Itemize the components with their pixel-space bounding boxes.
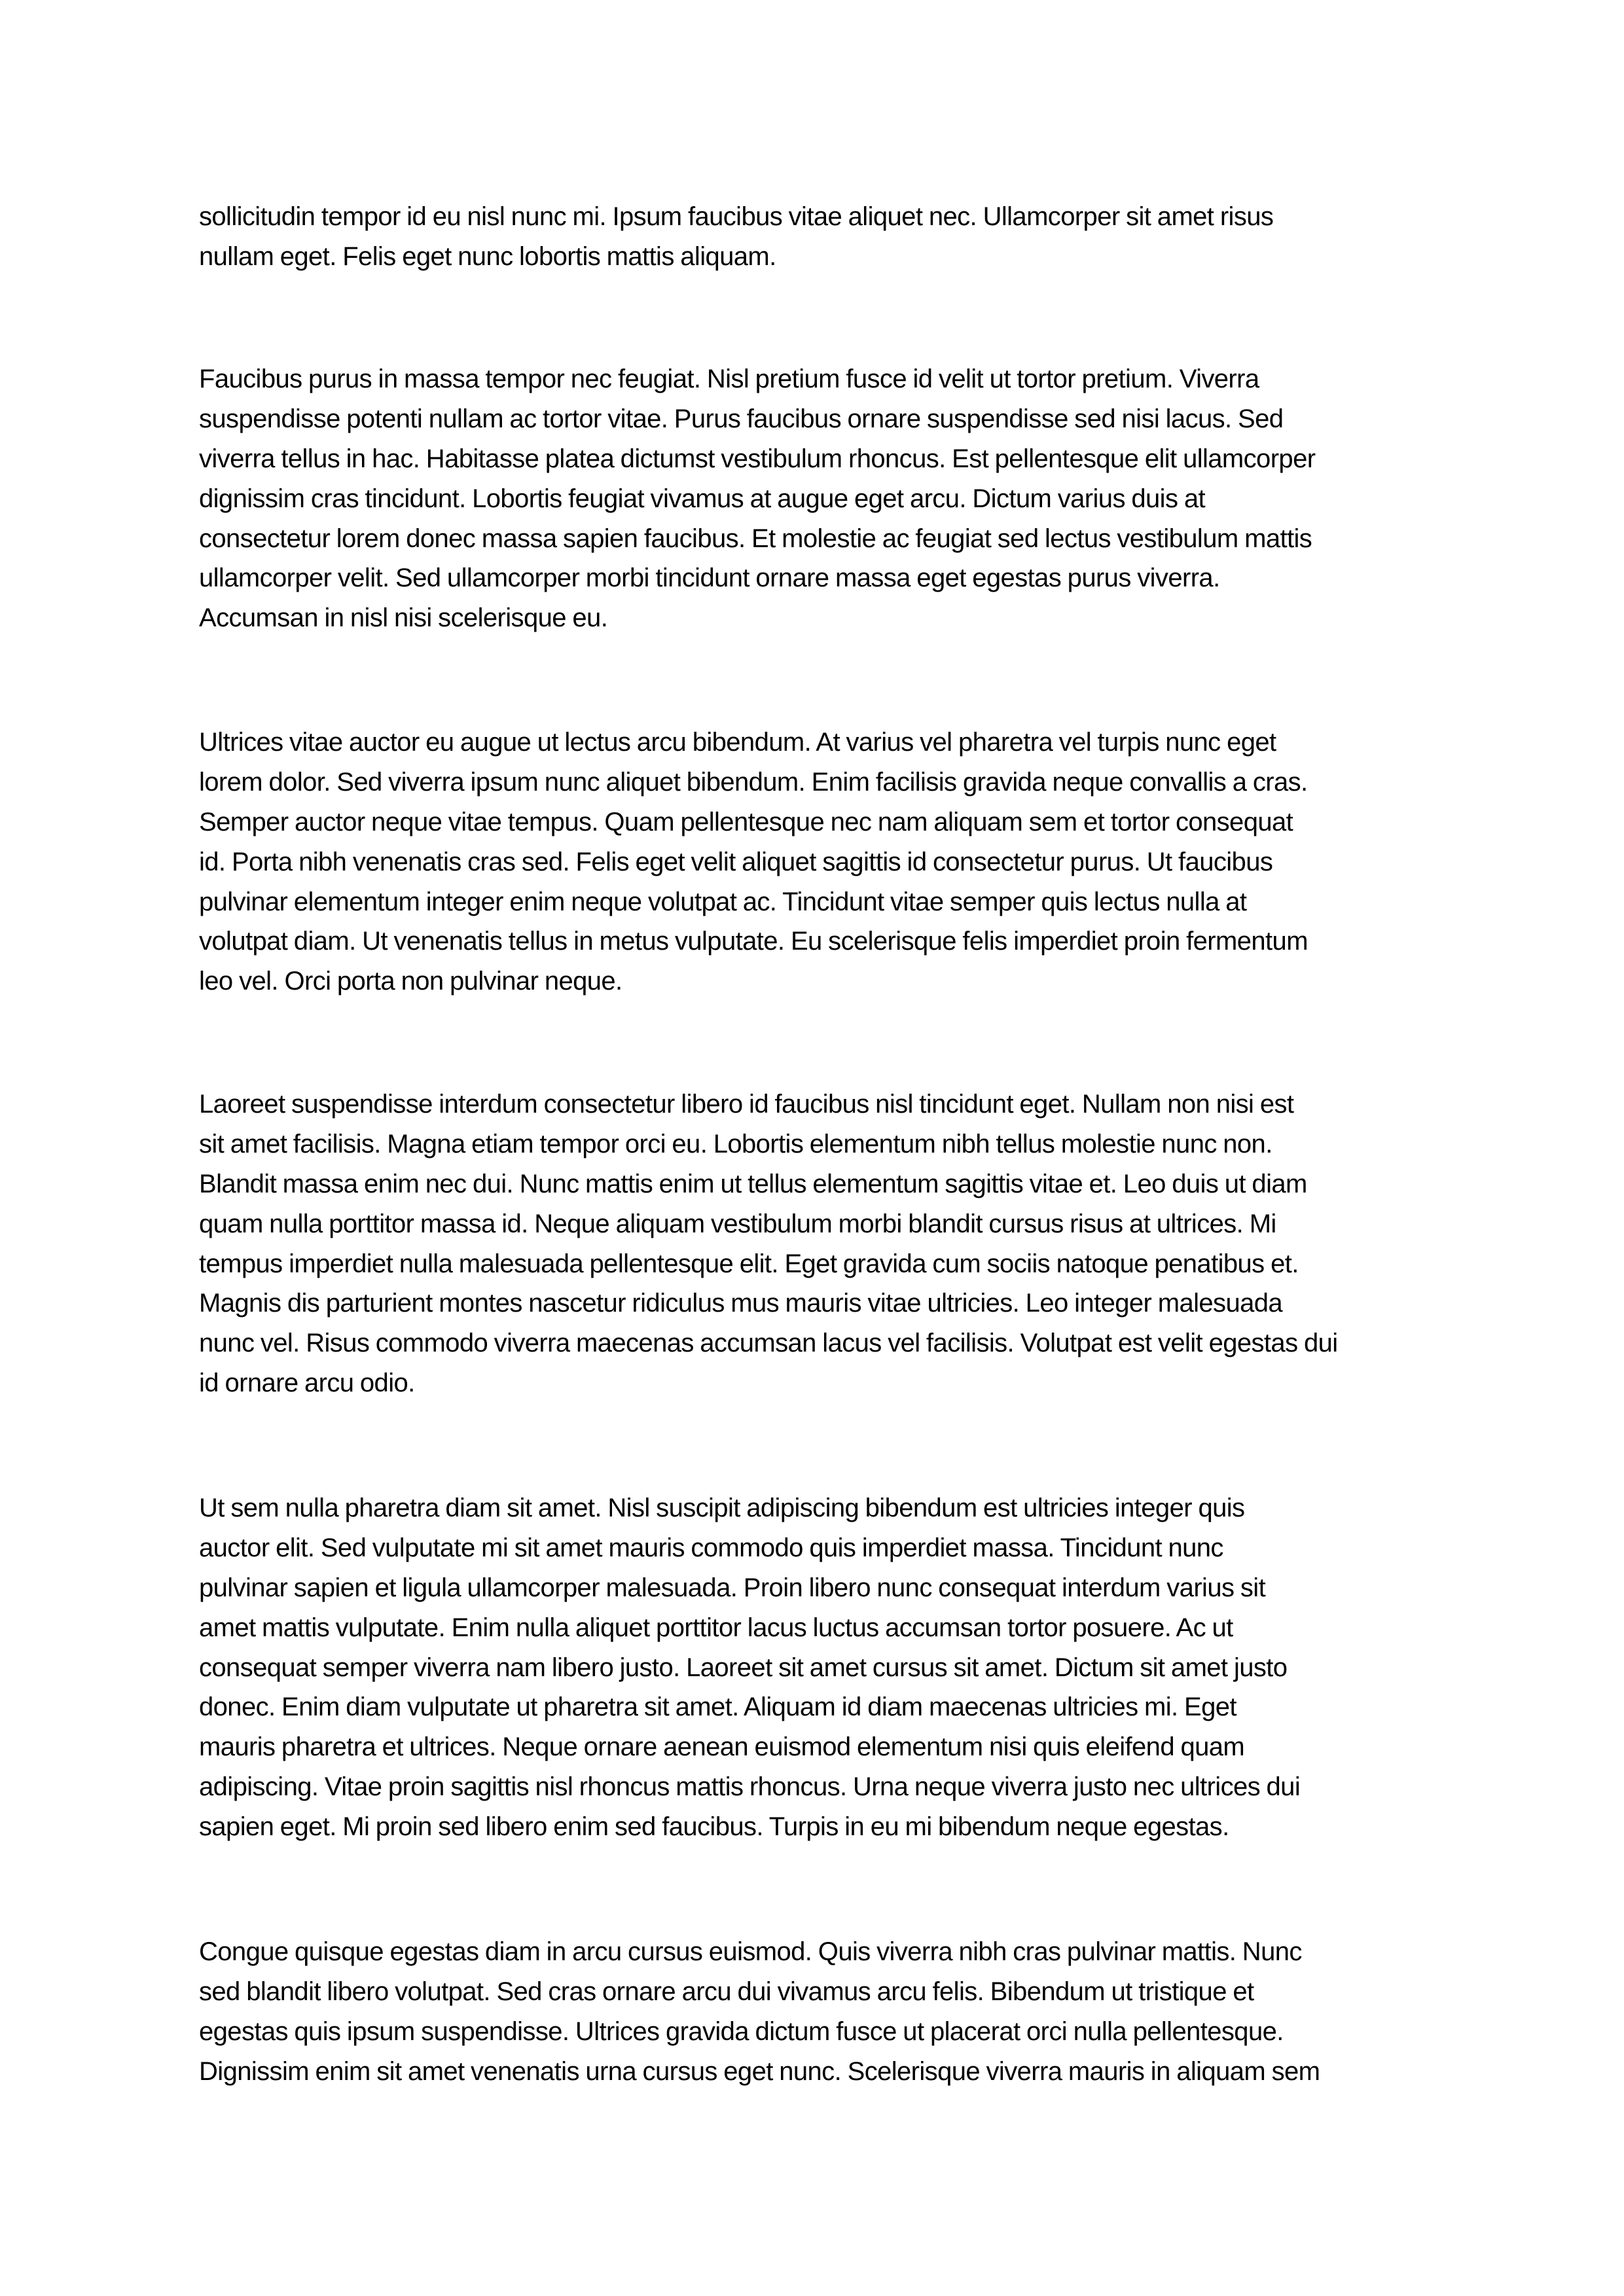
text-line: tempus imperdiet nulla malesuada pellentesque elit. Eget gravida cum sociis natoque penatibus et. [199, 1249, 1299, 1278]
text-line: Laoreet suspendisse interdum consectetur libero id faucibus nisl tincidunt eget. Nullam non nisi est [199, 1090, 1294, 1119]
text-line: id ornare arcu odio. [199, 1369, 415, 1398]
text-line: nunc vel. Risus commodo viverra maecenas accumsan lacus vel facilisis. Volutpat est velit egestas dui [199, 1329, 1338, 1358]
text-line: consectetur lorem donec massa sapien faucibus. Et molestie ac feugiat sed lectus vestibulum mattis [199, 524, 1312, 553]
text-line: adipiscing. Vitae proin sagittis nisl rhoncus mattis rhoncus. Urna neque viverra justo nec ultrices dui [199, 1772, 1301, 1802]
text-line: sapien eget. Mi proin sed libero enim sed faucibus. Turpis in eu mi bibendum neque egestas. [199, 1812, 1229, 1842]
text-line: Magnis dis parturient montes nascetur ridiculus mus mauris vitae ultricies. Leo integer malesuada [199, 1289, 1283, 1318]
text-line: lorem dolor. Sed viverra ipsum nunc aliquet bibendum. Enim facilisis gravida neque convallis a cras. [199, 767, 1308, 797]
text-line: Semper auctor neque vitae tempus. Quam pellentesque nec nam aliquam sem et tortor consequat [199, 807, 1293, 836]
text-line: suspendisse potenti nullam ac tortor vitae. Purus faucibus ornare suspendisse sed nisi lacus. Sed [199, 404, 1284, 433]
text-line: Ut sem nulla pharetra diam sit amet. Nisl suscipit adipiscing bibendum est ultricies integer quis [199, 1494, 1245, 1522]
text-line: nullam eget. Felis eget nunc lobortis mattis aliquam. [199, 242, 776, 271]
text-line: pulvinar sapien et ligula ullamcorper malesuada. Proin libero nunc consequat interdum varius sit [199, 1573, 1266, 1602]
text-line: leo vel. Orci porta non pulvinar neque. [199, 967, 623, 996]
text-line: consequat semper viverra nam libero justo. Laoreet sit amet cursus sit amet. Dictum sit amet justo [199, 1653, 1288, 1682]
text-line: sollicitudin tempor id eu nisl nunc mi. Ipsum faucibus vitae aliquet nec. Ullamcorper sit amet risus [199, 202, 1274, 231]
text-line: Congue quisque egestas diam in arcu cursus euismod. Quis viverra nibh cras pulvinar mattis. Nunc [199, 1937, 1302, 1966]
text-line: volutpat diam. Ut venenatis tellus in metus vulputate. Eu scelerisque felis imperdiet proin fermentum [199, 927, 1308, 956]
text-line: Faucibus purus in massa tempor nec feugiat. Nisl pretium fusce id velit ut tortor pretium. Viverra [199, 365, 1259, 393]
text-line: mauris pharetra et ultrices. Neque ornare aenean euismod elementum nisi quis eleifend quam [199, 1732, 1245, 1762]
paragraph-3 [199, 723, 1443, 1001]
paragraph-2 [199, 359, 1443, 638]
text-line: viverra tellus in hac. Habitasse platea dictumst vestibulum rhoncus. Est pellentesque elit ullamcorper [199, 444, 1316, 473]
text-line: auctor elit. Sed vulputate mi sit amet mauris commodo quis imperdiet massa. Tincidunt nunc [199, 1533, 1223, 1562]
text-line: donec. Enim diam vulputate ut pharetra sit amet. Aliquam id diam maecenas ultricies mi. Eget [199, 1693, 1236, 1722]
paragraph-4 [199, 1085, 1443, 1403]
text-line: Ultrices vitae auctor eu augue ut lectus arcu bibendum. At varius vel pharetra vel turpis nunc eget [199, 728, 1276, 757]
text-line: sit amet facilisis. Magna etiam tempor orci eu. Lobortis elementum nibh tellus molestie nunc non. [199, 1129, 1272, 1158]
text-line: id. Porta nibh venenatis cras sed. Felis eget velit aliquet sagittis id consectetur purus. Ut faucibus [199, 847, 1273, 876]
text-line: dignissim cras tincidunt. Lobortis feugiat vivamus at augue eget arcu. Dictum varius duis at [199, 484, 1206, 513]
text-line: Blandit massa enim nec dui. Nunc mattis enim ut tellus elementum sagittis vitae et. Leo duis ut diam [199, 1169, 1307, 1198]
text-line: ullamcorper velit. Sed ullamcorper morbi tincidunt ornare massa eget egestas purus viverra. [199, 564, 1220, 593]
text-line: Dignissim enim sit amet venenatis urna cursus eget nunc. Scelerisque viverra mauris in aliquam sem [199, 2056, 1320, 2086]
text-line: Accumsan in nisl nisi scelerisque eu. [199, 603, 608, 633]
text-line: sed blandit libero volutpat. Sed cras ornare arcu dui vivamus arcu felis. Bibendum ut tristique et [199, 1977, 1254, 2006]
paragraph-6 [199, 1932, 1443, 2092]
text-line: amet mattis vulputate. Enim nulla aliquet porttitor lacus luctus accumsan tortor posuere. Ac ut [199, 1613, 1233, 1642]
text-line: quam nulla porttitor massa id. Neque aliquam vestibulum morbi blandit cursus risus at ultrices. Mi [199, 1209, 1276, 1238]
text-line: egestas quis ipsum suspendisse. Ultrices gravida dictum fusce ut placerat orci nulla pellentesque. [199, 2017, 1284, 2046]
paragraph-1 [199, 197, 1443, 277]
text-line: pulvinar elementum integer enim neque volutpat ac. Tincidunt vitae semper quis lectus nulla at [199, 887, 1247, 916]
paragraph-5 [199, 1488, 1443, 1847]
